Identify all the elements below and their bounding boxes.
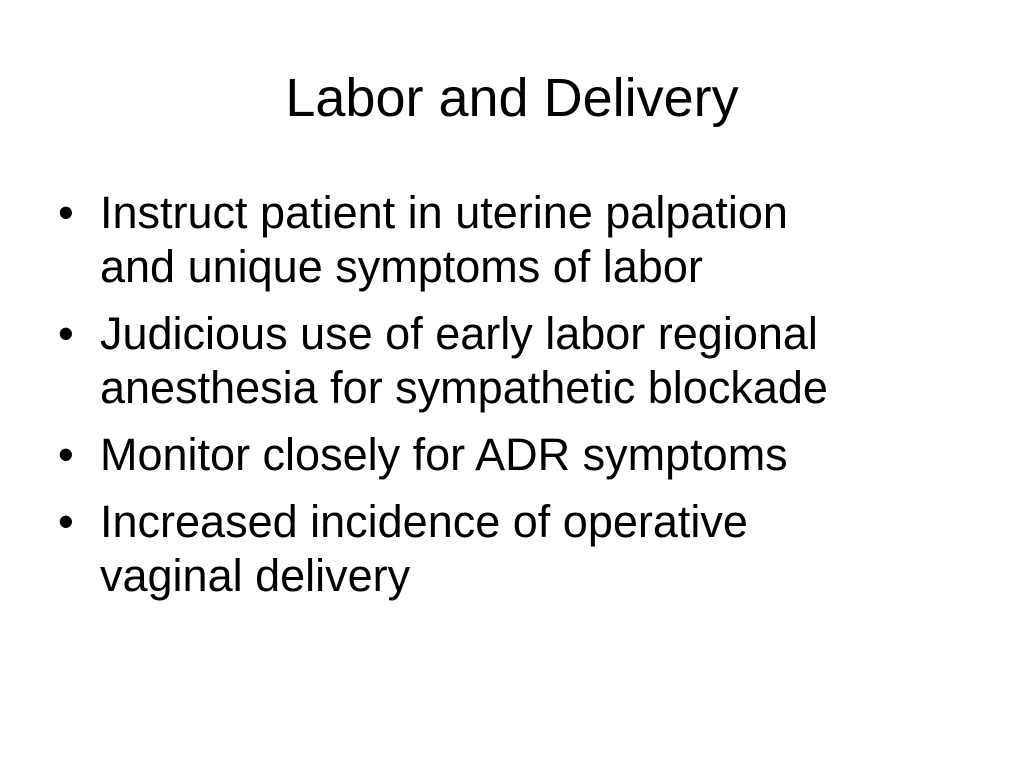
slide-title: Labor and Delivery — [285, 68, 739, 128]
bullet-text: Increased incidence of operative vaginal delivery — [100, 496, 748, 601]
bullet-text: Instruct patient in uterine palpation and unique symptoms of labor — [100, 187, 788, 292]
bullet-text: Monitor closely for ADR symptoms — [100, 429, 788, 480]
bullet-dot-icon: • — [58, 429, 74, 480]
bullet-dot-icon: • — [58, 308, 74, 359]
bullet-list — [58, 186, 958, 616]
bullet-item — [58, 428, 958, 482]
bullet-dot-icon: • — [58, 496, 74, 547]
bullet-text: Judicious use of early labor regional anesthesia for sympathetic blockade — [100, 308, 828, 413]
bullet-dot-icon: • — [58, 187, 74, 238]
bullet-item — [58, 495, 958, 603]
bullet-item — [58, 307, 958, 415]
bullet-item — [58, 186, 958, 294]
